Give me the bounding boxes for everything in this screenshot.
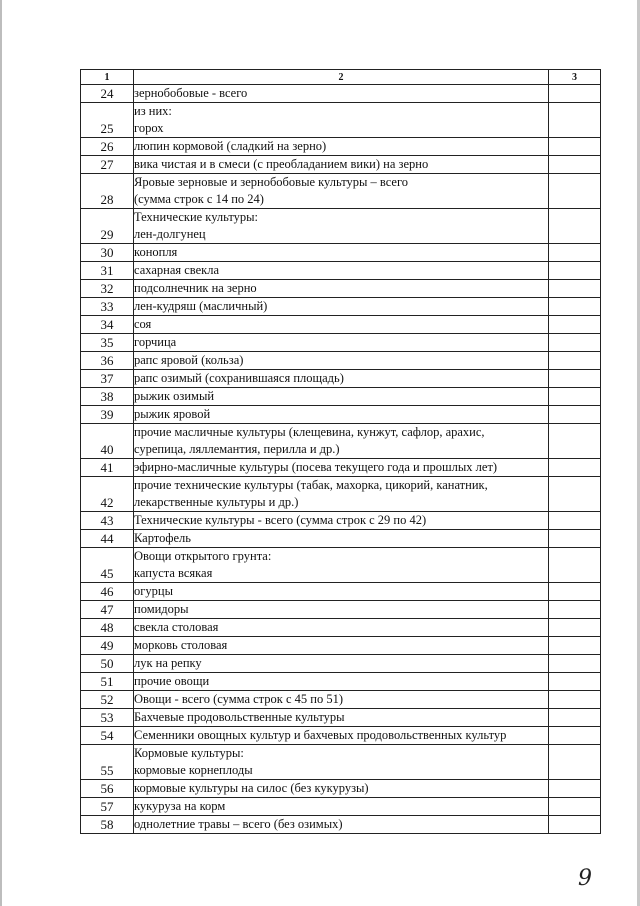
- table-row: [81, 424, 601, 459]
- table-row: [81, 370, 601, 388]
- header-col-3: 3: [549, 70, 601, 85]
- row-number: 52: [81, 691, 134, 709]
- row-value-cell[interactable]: [549, 138, 601, 156]
- row-value-cell[interactable]: [549, 85, 601, 103]
- row-value-cell[interactable]: [549, 316, 601, 334]
- row-label: [134, 85, 549, 103]
- row-label: [134, 156, 549, 174]
- row-label: [134, 709, 549, 727]
- table-row: [81, 637, 601, 655]
- row-value-cell[interactable]: [549, 512, 601, 530]
- row-value-cell[interactable]: [549, 209, 601, 244]
- row-value-cell[interactable]: [549, 174, 601, 209]
- row-value-cell[interactable]: [549, 655, 601, 673]
- row-number: 56: [81, 780, 134, 798]
- row-label: [134, 637, 549, 655]
- row-value-cell[interactable]: [549, 548, 601, 583]
- row-label-line: горох: [134, 121, 164, 135]
- row-number: 57: [81, 798, 134, 816]
- row-label: [134, 512, 549, 530]
- row-value-cell[interactable]: [549, 388, 601, 406]
- row-label-line: горчица: [134, 335, 177, 349]
- row-label-line: рыжик озимый: [134, 389, 215, 403]
- row-label-line: лен-долгунец: [134, 227, 206, 241]
- row-label: [134, 424, 549, 459]
- row-label: [134, 655, 549, 673]
- row-label-line: прочие масличные культуры (клещевина, кунжут, сафлор, арахис,: [134, 425, 485, 439]
- row-label-line: зернобобовые - всего: [134, 86, 248, 100]
- row-number: 37: [81, 370, 134, 388]
- table-row: [81, 280, 601, 298]
- row-label-line: лен-кудряш (масличный): [134, 299, 268, 313]
- row-number: 24: [81, 85, 134, 103]
- table-row: [81, 85, 601, 103]
- row-label-line: свекла столовая: [134, 620, 219, 634]
- table-body: [81, 85, 601, 834]
- row-number: 27: [81, 156, 134, 174]
- row-label: [134, 406, 549, 424]
- row-value-cell[interactable]: [549, 637, 601, 655]
- row-label: [134, 262, 549, 280]
- crop-area-table: [80, 69, 601, 834]
- table-row: [81, 691, 601, 709]
- row-label: [134, 334, 549, 352]
- row-label-line: рапс озимый (сохранившаяся площадь): [134, 371, 344, 385]
- row-label: [134, 816, 549, 834]
- row-value-cell[interactable]: [549, 816, 601, 834]
- table-row: [81, 816, 601, 834]
- row-value-cell[interactable]: [549, 352, 601, 370]
- row-number: 34: [81, 316, 134, 334]
- scan-edge-left: [0, 0, 2, 906]
- table-row: [81, 103, 601, 138]
- row-number: 58: [81, 816, 134, 834]
- table-row: [81, 477, 601, 512]
- row-number: 48: [81, 619, 134, 637]
- row-number: 41: [81, 459, 134, 477]
- row-number: 53: [81, 709, 134, 727]
- row-value-cell[interactable]: [549, 530, 601, 548]
- row-label-line: из них:: [134, 104, 172, 118]
- row-number: 29: [81, 209, 134, 244]
- row-number: 33: [81, 298, 134, 316]
- row-value-cell[interactable]: [549, 727, 601, 745]
- row-label-line: прочие технические культуры (табак, махорка, цикорий, канатник,: [134, 478, 488, 492]
- row-label-line: лук на репку: [134, 656, 202, 670]
- row-number: 49: [81, 637, 134, 655]
- row-label: [134, 780, 549, 798]
- row-label-line: конопля: [134, 245, 178, 259]
- row-value-cell[interactable]: [549, 156, 601, 174]
- row-label: [134, 673, 549, 691]
- row-label-line: прочие овощи: [134, 674, 210, 688]
- row-label-line: Овощи открытого грунта:: [134, 549, 272, 563]
- row-value-cell[interactable]: [549, 601, 601, 619]
- row-number: 45: [81, 548, 134, 583]
- row-label: [134, 103, 549, 138]
- row-number: 39: [81, 406, 134, 424]
- row-value-cell[interactable]: [549, 745, 601, 780]
- table-row: [81, 601, 601, 619]
- row-label-line: Яровые зерновые и зернобобовые культуры – всего: [134, 175, 409, 189]
- row-label: [134, 727, 549, 745]
- row-label-line: морковь столовая: [134, 638, 228, 652]
- row-number: 25: [81, 103, 134, 138]
- row-number: 35: [81, 334, 134, 352]
- table-row: [81, 334, 601, 352]
- row-label-line: подсолнечник на зерно: [134, 281, 257, 295]
- row-number: 40: [81, 424, 134, 459]
- row-number: 50: [81, 655, 134, 673]
- row-number: 26: [81, 138, 134, 156]
- row-label: [134, 316, 549, 334]
- row-label-line: кормовые культуры на силос (без кукурузы): [134, 781, 369, 795]
- row-label-line: вика чистая и в смеси (с преобладанием вики) на зерно: [134, 157, 429, 171]
- table-row: [81, 709, 601, 727]
- row-label-line: Семенники овощных культур и бахчевых продовольственных культур: [134, 728, 507, 742]
- row-value-cell[interactable]: [549, 334, 601, 352]
- table-row: [81, 352, 601, 370]
- row-label: [134, 138, 549, 156]
- row-value-cell[interactable]: [549, 619, 601, 637]
- row-number: 36: [81, 352, 134, 370]
- table-row: [81, 388, 601, 406]
- table-row: [81, 673, 601, 691]
- row-value-cell[interactable]: [549, 424, 601, 459]
- row-label: [134, 352, 549, 370]
- row-number: 54: [81, 727, 134, 745]
- row-number: 32: [81, 280, 134, 298]
- row-label-line: однолетние травы – всего (без озимых): [134, 817, 343, 831]
- row-label: [134, 548, 549, 583]
- handwritten-page-mark: 9: [578, 866, 592, 891]
- row-value-cell[interactable]: [549, 406, 601, 424]
- row-label: [134, 798, 549, 816]
- row-number: 47: [81, 601, 134, 619]
- row-label-line: лекарственные культуры и др.): [134, 495, 299, 509]
- row-label: [134, 174, 549, 209]
- row-value-cell[interactable]: [549, 103, 601, 138]
- row-value-cell[interactable]: [549, 370, 601, 388]
- row-value-cell[interactable]: [549, 244, 601, 262]
- row-number: 42: [81, 477, 134, 512]
- table-row: [81, 174, 601, 209]
- row-label-line: рыжик яровой: [134, 407, 211, 421]
- row-value-cell[interactable]: [549, 459, 601, 477]
- row-label-line: сахарная свекла: [134, 263, 220, 277]
- table-row: [81, 619, 601, 637]
- row-label: [134, 244, 549, 262]
- row-value-cell[interactable]: [549, 673, 601, 691]
- row-value-cell[interactable]: [549, 583, 601, 601]
- row-label: [134, 530, 549, 548]
- row-label-line: соя: [134, 317, 152, 331]
- row-label: [134, 388, 549, 406]
- row-label-line: эфирно-масличные культуры (посева текущего года и прошлых лет): [134, 460, 498, 474]
- row-label-line: капуста всякая: [134, 566, 213, 580]
- table-row: [81, 655, 601, 673]
- row-number: 31: [81, 262, 134, 280]
- row-label-line: Технические культуры - всего (сумма строк с 29 по 42): [134, 513, 427, 527]
- table-header-row: [81, 70, 601, 85]
- row-label-line: Овощи - всего (сумма строк с 45 по 51): [134, 692, 344, 706]
- row-value-cell[interactable]: [549, 691, 601, 709]
- row-value-cell[interactable]: [549, 798, 601, 816]
- row-number: 55: [81, 745, 134, 780]
- row-label-line: рапс яровой (кольза): [134, 353, 244, 367]
- table-row: [81, 316, 601, 334]
- table-row: [81, 512, 601, 530]
- table-row: [81, 459, 601, 477]
- row-number: 43: [81, 512, 134, 530]
- row-label: [134, 745, 549, 780]
- row-label-line: Бахчевые продовольственные культуры: [134, 710, 345, 724]
- row-value-cell[interactable]: [549, 262, 601, 280]
- table-row: [81, 262, 601, 280]
- row-label-line: люпин кормовой (сладкий на зерно): [134, 139, 327, 153]
- table-row: [81, 530, 601, 548]
- table-row: [81, 548, 601, 583]
- row-number: 38: [81, 388, 134, 406]
- table-row: [81, 727, 601, 745]
- row-value-cell[interactable]: [549, 298, 601, 316]
- header-col-2: 2: [134, 70, 549, 85]
- table-row: [81, 156, 601, 174]
- table-row: [81, 583, 601, 601]
- row-number: 51: [81, 673, 134, 691]
- row-label: [134, 459, 549, 477]
- row-label: [134, 477, 549, 512]
- table-row: [81, 298, 601, 316]
- row-label-line: (сумма строк с 14 по 24): [134, 192, 264, 206]
- row-value-cell[interactable]: [549, 477, 601, 512]
- row-label-line: помидоры: [134, 602, 189, 616]
- row-label: [134, 691, 549, 709]
- table-row: [81, 138, 601, 156]
- row-value-cell[interactable]: [549, 780, 601, 798]
- row-label-line: кормовые корнеплоды: [134, 763, 253, 777]
- row-label-line: сурепица, ляллемантия, перилла и др.): [134, 442, 340, 456]
- row-label: [134, 583, 549, 601]
- row-label: [134, 280, 549, 298]
- row-value-cell[interactable]: [549, 709, 601, 727]
- row-label-line: огурцы: [134, 584, 173, 598]
- row-label-line: кукуруза на корм: [134, 799, 226, 813]
- table-row: [81, 244, 601, 262]
- row-label: [134, 619, 549, 637]
- header-col-1: 1: [81, 70, 134, 85]
- row-number: 30: [81, 244, 134, 262]
- row-label: [134, 209, 549, 244]
- row-label-line: Технические культуры:: [134, 210, 259, 224]
- row-label: [134, 601, 549, 619]
- row-label-line: Картофель: [134, 531, 191, 545]
- table-row: [81, 406, 601, 424]
- table-row: [81, 209, 601, 244]
- table-row: [81, 780, 601, 798]
- row-label: [134, 298, 549, 316]
- row-label-line: Кормовые культуры:: [134, 746, 244, 760]
- row-number: 28: [81, 174, 134, 209]
- row-number: 44: [81, 530, 134, 548]
- table-row: [81, 745, 601, 780]
- table-row: [81, 798, 601, 816]
- row-number: 46: [81, 583, 134, 601]
- row-value-cell[interactable]: [549, 280, 601, 298]
- row-label: [134, 370, 549, 388]
